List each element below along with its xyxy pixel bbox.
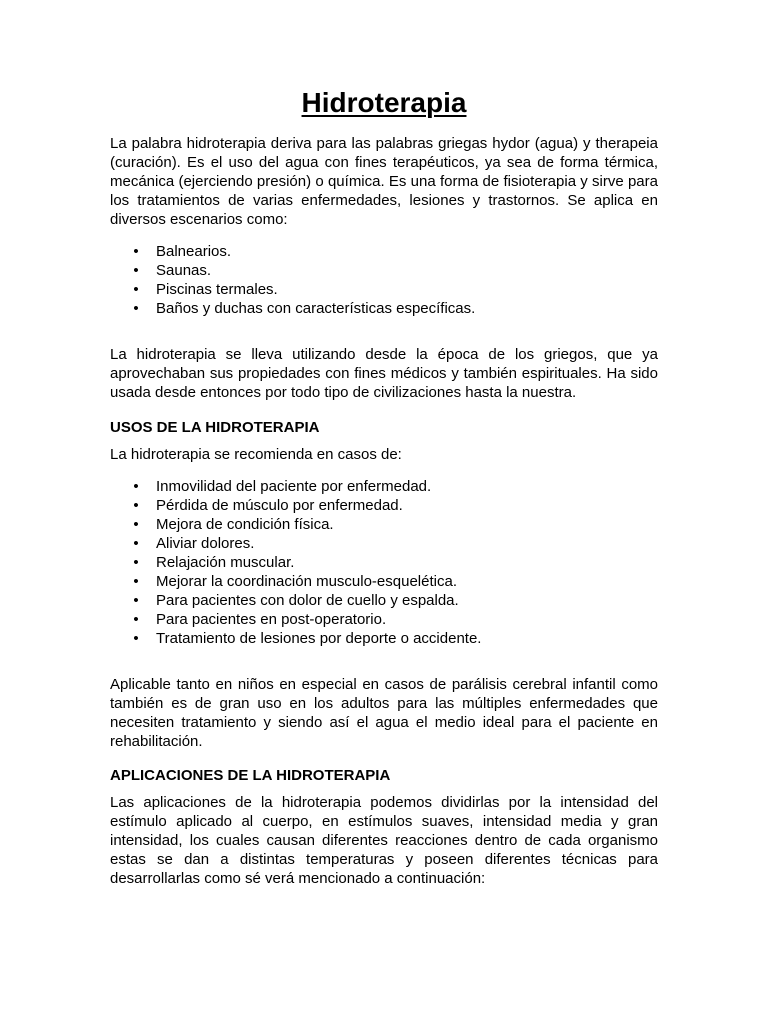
history-paragraph: La hidroterapia se lleva utilizando desde la época de los griegos, que ya aprovechaban sus propiedades con fines médicos y también espirituales. Ha sido usada desde entonces por todo tipo de civilizaciones hasta la nuestra. [110,346,658,401]
list-item-text: Saunas. [156,262,212,279]
bullet-icon: • [133,554,139,571]
applications-paragraph: Las aplicaciones de la hidroterapia podemos dividirlas por la intensidad del estímulo aplicado al cuerpo, en estímulos suaves, intensidad media y gran intensidad, los cuales causan diferentes reacciones dentro de cada organismo estas se dan a distintas temperaturas y poseen diferentes técnicas para desarrollarlas como sé verá mencionado a continuación: [110,794,658,887]
list-item-text: Tratamiento de lesiones por deporte o accidente. [156,630,482,647]
list-item-text: Para pacientes en post-operatorio. [156,611,387,628]
list-item-text: Mejora de condición física. [156,516,334,533]
list-item-text: Para pacientes con dolor de cuello y espalda. [156,592,459,609]
list-item [110,629,658,648]
bullet-icon: • [133,630,139,647]
list-item [110,572,658,591]
bullet-icon: • [133,592,139,609]
bullet-icon: • [133,573,139,590]
bullet-icon: • [133,497,139,514]
list-item [110,299,658,318]
scenarios-list [110,242,658,318]
bullet-icon: • [133,281,139,298]
list-item-text: Relajación muscular. [156,554,295,571]
children-paragraph: Aplicable tanto en niños en especial en casos de parálisis cerebral infantil como también es de gran uso en los adultos para las múltiples enfermedades que necesiten tratamiento y siendo así el agua el medio ideal para el paciente en rehabilitación. [110,676,658,750]
list-item-text: Pérdida de músculo por enfermedad. [156,497,403,514]
list-item [110,242,658,261]
bullet-icon: • [133,243,139,260]
list-item [110,515,658,534]
list-item [110,591,658,610]
list-item [110,496,658,515]
applications-heading: APLICACIONES DE LA HIDROTERAPIA [110,767,391,784]
list-item-text: Mejorar la coordinación musculo-esquelética. [156,573,457,590]
document-title: Hidroterapia [301,87,467,118]
bullet-icon: • [133,611,139,628]
list-item-text: Inmovilidad del paciente por enfermedad. [156,478,432,495]
document-body [110,86,658,888]
intro-paragraph: La palabra hidroterapia deriva para las palabras griegas hydor (agua) y therapeia (curación). Es el uso del agua con fines terapéuticos, ya sea de forma térmica, mecánica (ejerciendo presión) o química. Es una forma de fisioterapia y sirve para los tratamientos de varias enfermedades, lesiones y trastornos. Se aplica en diversos escenarios como: [110,135,658,228]
list-item [110,261,658,280]
uses-heading: USOS DE LA HIDROTERAPIA [110,419,320,436]
list-item [110,280,658,299]
bullet-icon: • [133,300,139,317]
list-item [110,610,658,629]
list-item [110,477,658,496]
list-item [110,553,658,572]
bullet-icon: • [133,516,139,533]
list-item [110,534,658,553]
list-item-text: Piscinas termales. [156,281,278,298]
list-item-text: Aliviar dolores. [156,535,255,552]
uses-intro: La hidroterapia se recomienda en casos de: [110,446,402,463]
bullet-icon: • [133,478,139,495]
uses-list [110,477,658,648]
bullet-icon: • [133,262,139,279]
list-item-text: Baños y duchas con características específicas. [156,300,476,317]
list-item-text: Balnearios. [156,243,232,260]
bullet-icon: • [133,535,139,552]
